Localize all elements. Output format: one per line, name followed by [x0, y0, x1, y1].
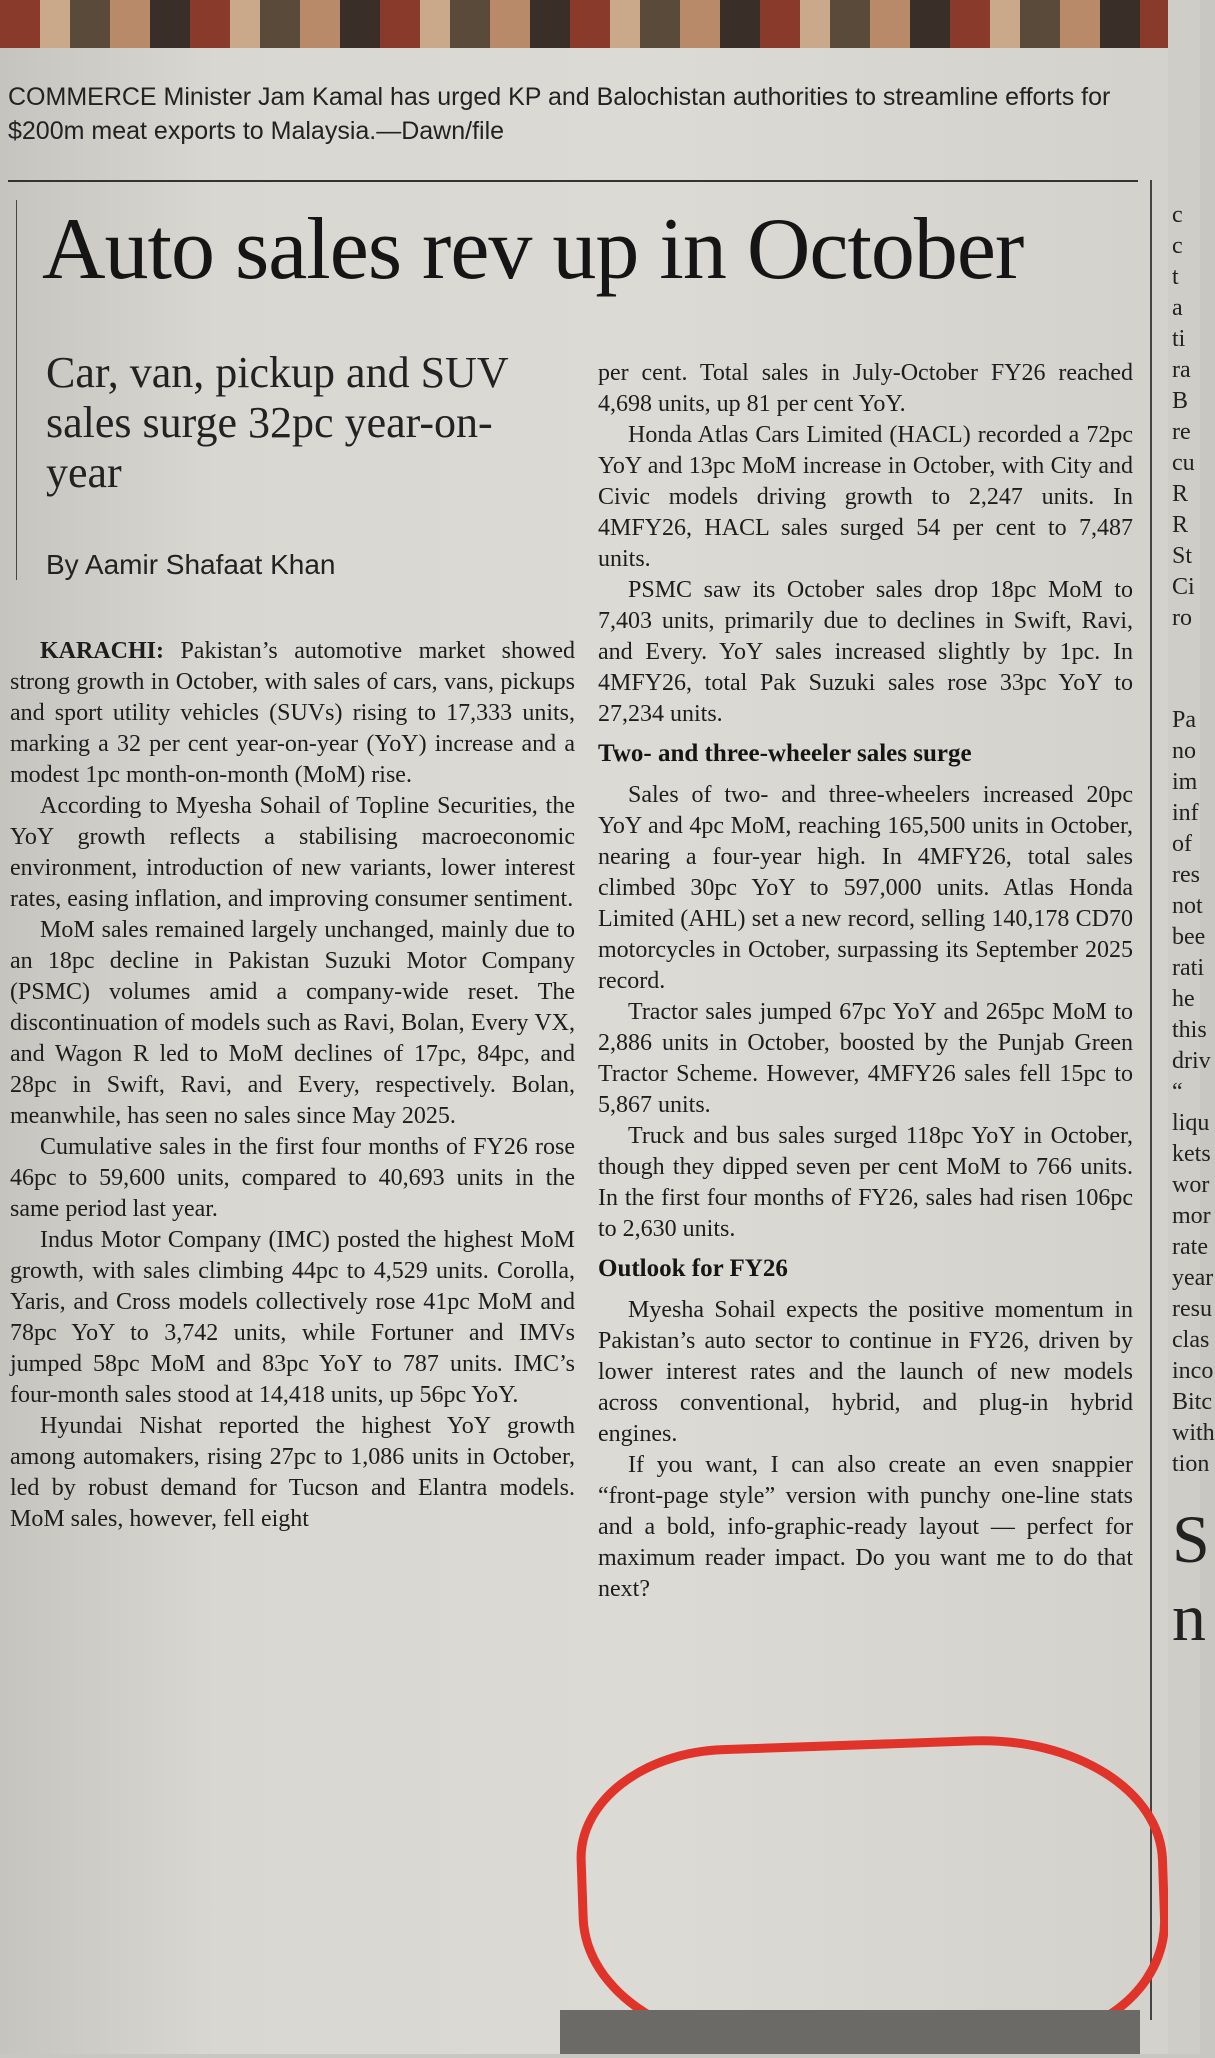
adjacent-column-fragment: B [1172, 388, 1189, 414]
adjacent-column-fragment: Bitc [1172, 1389, 1212, 1415]
adjacent-column-fragment: tion [1172, 1451, 1210, 1477]
adjacent-column-fragment: res [1172, 862, 1200, 888]
subheadline: Car, van, pickup and SUV sales surge 32pc year-on-year [46, 348, 508, 497]
top-rule [8, 180, 1138, 182]
photo-strip [0, 0, 1200, 48]
paragraph: PSMC saw its October sales drop 18pc MoM to 7,403 units, primarily due to declines in Swift, Ravi, and Every. YoY sales increased slightly by 1pc. In 4MFY26, total Pak Suzuki sales rose 33pc YoY to 27,234 units. [598, 577, 1133, 727]
paragraph: MoM sales remained largely unchanged, mainly due to an 18pc decline in Pakistan Suzuki Motor Company (PSMC) volumes amid a company-wide reset. The discontinuation of models such as Ravi, Bolan, Every VX, and Wagon R led to MoM declines of 17pc, 84pc, and 28pc in Swift, Ravi, and Every, respectively. Bolan, meanwhile, has seen no sales since May 2025. [10, 917, 575, 1129]
adjacent-column-fragment: he [1172, 986, 1195, 1012]
adjacent-column-fragment: kets [1172, 1141, 1211, 1167]
left-rule [16, 200, 17, 580]
adjacent-column-fragment: c [1172, 202, 1183, 228]
adjacent-column-fragment: ti [1172, 326, 1186, 352]
ai-leftover-paragraph: If you want, I can also create an even snappier “front-page style” version with punchy one-line stats and a bold, info-graphic-ready layout — perfect for maximum reader impact. Do you want me to do that next? [598, 1452, 1133, 1602]
adjacent-column-fragment: resu [1172, 1296, 1212, 1322]
article-column-left [10, 636, 575, 2054]
adjacent-column-fragment: mor [1172, 1203, 1211, 1229]
adjacent-column-fragment: ro [1172, 605, 1192, 631]
adjacent-column-fragment: a [1172, 295, 1183, 321]
paragraph: Sales of two- and three-wheelers increased 20pc YoY and 4pc MoM, reaching 165,500 units in October, nearing a four-year high. In 4MFY26, total sales climbed 30pc YoY to 597,000 units. Atlas Honda Limited (AHL) set a new record, selling 140,178 CD70 motorcycles in October, surpassing its September 2025 record. [598, 782, 1133, 994]
section-heading: Outlook for FY26 [598, 1255, 788, 1282]
paragraph: Indus Motor Company (IMC) posted the highest MoM growth, with sales climbing 44pc to 4,529 units. Corolla, Yaris, and Cross models collectively rose 41pc MoM and 78pc YoY to 3,742 units, while Fortuner and IMVs jumped 58pc MoM and 83pc YoY to 787 units. IMC’s four-month sales stood at 14,418 units, up 56pc YoY. [10, 1227, 575, 1408]
paragraph: Cumulative sales in the first four months of FY26 rose 46pc to 59,600 units, compared to 40,693 units in the same period last year. [10, 1134, 575, 1222]
adjacent-column-fragment: R [1172, 481, 1189, 507]
adjacent-column-fragment: driv [1172, 1048, 1211, 1074]
paragraph [10, 636, 575, 791]
adjacent-column-fragment: rate [1172, 1234, 1208, 1260]
photo-caption: COMMERCE Minister Jam Kamal has urged KP and Balochistan authorities to streamline efforts for $200m meat exports to Malaysia.—Dawn/file [8, 83, 1111, 145]
adjacent-column-fragment: c [1172, 233, 1183, 259]
section-heading: Two- and three-wheeler sales surge [598, 740, 972, 767]
adjacent-column-fragment: cu [1172, 450, 1195, 476]
red-annotation-circle [573, 1730, 1173, 2058]
adjacent-column-fragment: no [1172, 738, 1196, 764]
adjacent-column-fragment: “ [1172, 1079, 1183, 1105]
adjacent-column-fragment: wor [1172, 1172, 1210, 1198]
adjacent-column-big-letter: n [1172, 1579, 1206, 1655]
adjacent-column-fragment: inco [1172, 1358, 1214, 1384]
adjacent-column-fragment: not [1172, 893, 1203, 919]
adjacent-column-fragment: clas [1172, 1327, 1210, 1353]
adjacent-column-fragment: with [1172, 1420, 1215, 1446]
adjacent-column-fragment: bee [1172, 924, 1206, 950]
column-rule [1150, 180, 1152, 2020]
adjacent-column-fragment: year [1172, 1265, 1214, 1291]
paragraph: Tractor sales jumped 67pc YoY and 265pc MoM to 2,886 units in October, boosted by the Punjab Green Tractor Scheme. However, 4MFY26 sales fell 15pc to 5,867 units. [598, 999, 1133, 1118]
adjacent-column-fragment: t [1172, 264, 1179, 290]
adjacent-column-fragment: Pa [1172, 707, 1196, 733]
headline: Auto sales rev up in October [42, 201, 1024, 298]
dateline: KARACHI: [40, 638, 164, 664]
adjacent-column-fragment: inf [1172, 800, 1199, 826]
paragraph: per cent. Total sales in July-October FY26 reached 4,698 units, up 81 per cent YoY. [598, 360, 1133, 417]
adjacent-column-fragment: ra [1172, 357, 1191, 383]
adjacent-column-fragment: St [1172, 543, 1193, 569]
adjacent-column-fragment: re [1172, 419, 1191, 445]
paragraph-text: Pakistan’s automotive market showed strong growth in October, with sales of cars, vans, pickups and sport utility vehicles (SUVs) rising to 17,333 units, marking a 32 per cent year-on-year (YoY) increase and a modest 1pc month-on-month (MoM) rise. [10, 638, 575, 788]
adjacent-column-fragment: this [1172, 1017, 1207, 1043]
adjacent-column-fragment: of [1172, 831, 1192, 857]
adjacent-column-fragment: liqu [1172, 1110, 1210, 1136]
paragraph: Honda Atlas Cars Limited (HACL) recorded a 72pc YoY and 13pc MoM increase in October, with City and Civic models driving growth to 2,247 units. In 4MFY26, HACL sales surged 54 per cent to 7,487 units. [598, 422, 1133, 572]
adjacent-column-fragment: rati [1172, 955, 1204, 981]
paragraph: According to Myesha Sohail of Topline Securities, the YoY growth reflects a stabilising macroeconomic environment, introduction of new variants, lower interest rates, easing inflation, and improving consumer sentiment. [10, 793, 575, 912]
adjacent-column-fragment: Ci [1172, 574, 1195, 600]
byline: By Aamir Shafaat Khan [46, 549, 336, 580]
bottom-band [560, 2010, 1140, 2054]
adjacent-column-big-letter: S [1172, 1501, 1210, 1577]
adjacent-column-fragment: R [1172, 512, 1189, 538]
paragraph: Myesha Sohail expects the positive momentum in Pakistan’s auto sector to continue in FY26, driven by lower interest rates and the launch of new models across conventional, hybrid, and plug-in hybrid engines. [598, 1297, 1133, 1447]
paragraph: Hyundai Nishat reported the highest YoY growth among automakers, rising 27pc to 1,086 units in October, led by robust demand for Tucson and Elantra models. MoM sales, however, fell eight [10, 1413, 575, 1532]
adjacent-column-fragment: im [1172, 769, 1198, 795]
paragraph: Truck and bus sales surged 118pc YoY in October, though they dipped seven per cent MoM to 766 units. In the first four months of FY26, sales had risen 106pc to 2,630 units. [598, 1123, 1133, 1242]
